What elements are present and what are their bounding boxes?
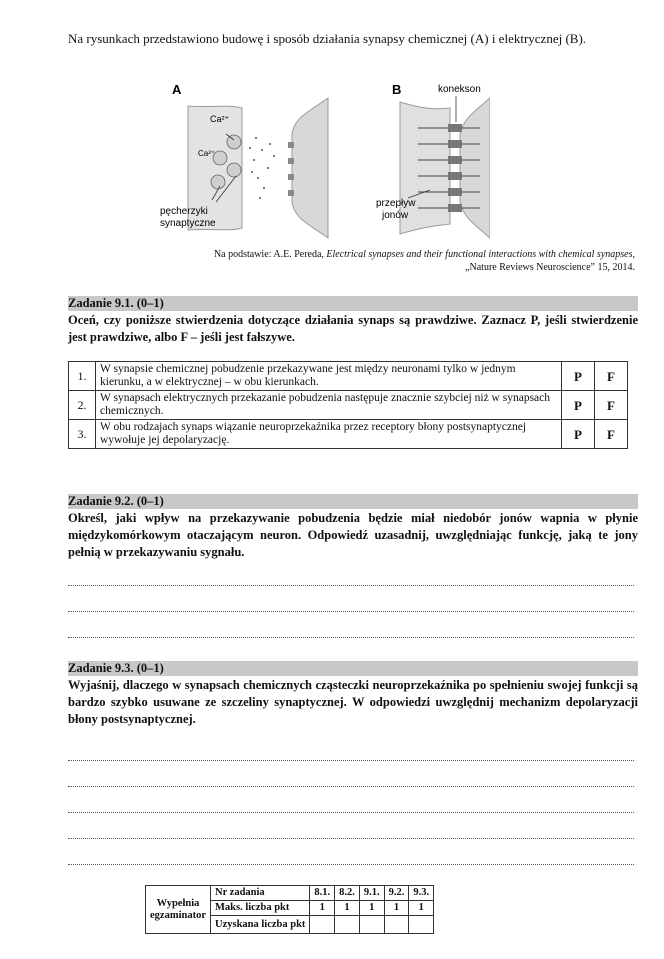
task-9-1-heading: Zadanie 9.1. (0–1) [68, 296, 638, 311]
statement-text: W obu rodzajach synaps wiązanie neuroprzekaźnika przez receptory błony postsynaptycznej wywołuje jej depolaryzację. [96, 420, 562, 449]
max-points-cell: 1 [409, 901, 434, 916]
figure-label-b: B [392, 82, 402, 97]
obtained-points-cell[interactable] [409, 916, 434, 934]
answer-line[interactable] [68, 637, 634, 638]
ion-flow-label-1: przepływ [376, 198, 416, 209]
task-number-cell: 9.2. [384, 886, 409, 901]
answer-p-option[interactable]: P [562, 420, 595, 449]
max-points-label: Maks. liczba pkt [210, 901, 309, 916]
obtained-points-cell[interactable] [359, 916, 384, 934]
row-number: 1. [69, 362, 96, 391]
answer-line[interactable] [68, 812, 634, 813]
calcium-label-mid: Ca²⁺ [198, 149, 216, 158]
task-9-2-heading: Zadanie 9.2. (0–1) [68, 494, 638, 509]
figure-source [68, 248, 635, 274]
figure-label-a: A [172, 82, 182, 97]
task-9-3-instruction: Wyjaśnij, dlaczego w synapsach chemicznych cząsteczki neuroprzekaźnika po spełnieniu swojej funkcji są bardzo szybko usuwane ze szczeliny synaptycznej. W odpowiedzi uwzględnij mechanizm depolaryzacji błony postsynaptycznej. [68, 678, 638, 726]
synapse-figure [150, 78, 490, 248]
answer-line[interactable] [68, 864, 634, 865]
ion-flow-label-2: jonów [382, 210, 409, 221]
true-false-table [68, 361, 628, 449]
statement-text: W synapsach elektrycznych przekazanie pobudzenia następuje znacznie szybciej niż w synapsach chemicznych. [96, 391, 562, 420]
task-9-2-instruction: Określ, jaki wpływ na przekazywanie pobudzenia będzie miał niedobór jonów wapnia w płynie międzykomórkowym otaczającym neuron. Odpowiedź uzasadnij, uwzględniając funkcję, jaką te jony pełnią w przekazywaniu sygnału. [68, 511, 638, 559]
answer-line[interactable] [68, 611, 634, 612]
examiner-score-table [145, 885, 434, 934]
max-points-cell: 1 [335, 901, 360, 916]
task-number-cell: 9.3. [409, 886, 434, 901]
statement-text: W synapsie chemicznej pobudzenie przekazywane jest między neuronami tylko w jednym kierunku, a w elektrycznej – w obu kierunkach. [96, 362, 562, 391]
table-row [69, 362, 628, 391]
answer-line[interactable] [68, 838, 634, 839]
calcium-label-top: Ca²⁺ [210, 114, 230, 124]
obtained-points-cell[interactable] [384, 916, 409, 934]
max-points-cell: 1 [310, 901, 335, 916]
table-row [69, 420, 628, 449]
source-title: Electrical synapses and their functional interactions with chemical synapses, [326, 249, 635, 260]
vesicles-label-2: synaptyczne [160, 218, 216, 229]
table-row [69, 391, 628, 420]
task-number-cell: 8.1. [310, 886, 335, 901]
answer-f-option[interactable]: F [595, 420, 628, 449]
vesicles-label-1: pęcherzyki [160, 206, 208, 217]
obtained-points-label: Uzyskana liczba pkt [210, 916, 309, 934]
obtained-points-cell[interactable] [310, 916, 335, 934]
answer-line[interactable] [68, 585, 634, 586]
task-number-cell: 9.1. [359, 886, 384, 901]
answer-f-option[interactable]: F [595, 362, 628, 391]
task-9-1-instruction: Oceń, czy poniższe stwierdzenia dotyczące działania synaps są prawdziwe. Zaznacz P, jeśli stwierdzenie jest prawdziwe, albo F – jeśli jest fałszywe. [68, 313, 638, 344]
connexon-label: konekson [438, 84, 481, 95]
answer-p-option[interactable]: P [562, 391, 595, 420]
examiner-label: Wypełnia egzaminator [146, 886, 211, 934]
row-number: 2. [69, 391, 96, 420]
answer-p-option[interactable]: P [562, 362, 595, 391]
intro-text: Na rysunkach przedstawiono budowę i sposób działania synapsy chemicznej (A) i elektrycznej (B). [68, 31, 587, 46]
answer-line[interactable] [68, 786, 634, 787]
obtained-points-cell[interactable] [335, 916, 360, 934]
answer-f-option[interactable]: F [595, 391, 628, 420]
row-number: 3. [69, 420, 96, 449]
task-number-label: Nr zadania [210, 886, 309, 901]
source-prefix: Na podstawie: A.E. Pereda, [213, 249, 327, 260]
source-journal: „Nature Reviews Neuroscience” 15, 2014. [465, 262, 635, 273]
task-number-cell: 8.2. [335, 886, 360, 901]
max-points-cell: 1 [384, 901, 409, 916]
max-points-cell: 1 [359, 901, 384, 916]
answer-line[interactable] [68, 760, 634, 761]
task-9-3-heading: Zadanie 9.3. (0–1) [68, 661, 638, 676]
